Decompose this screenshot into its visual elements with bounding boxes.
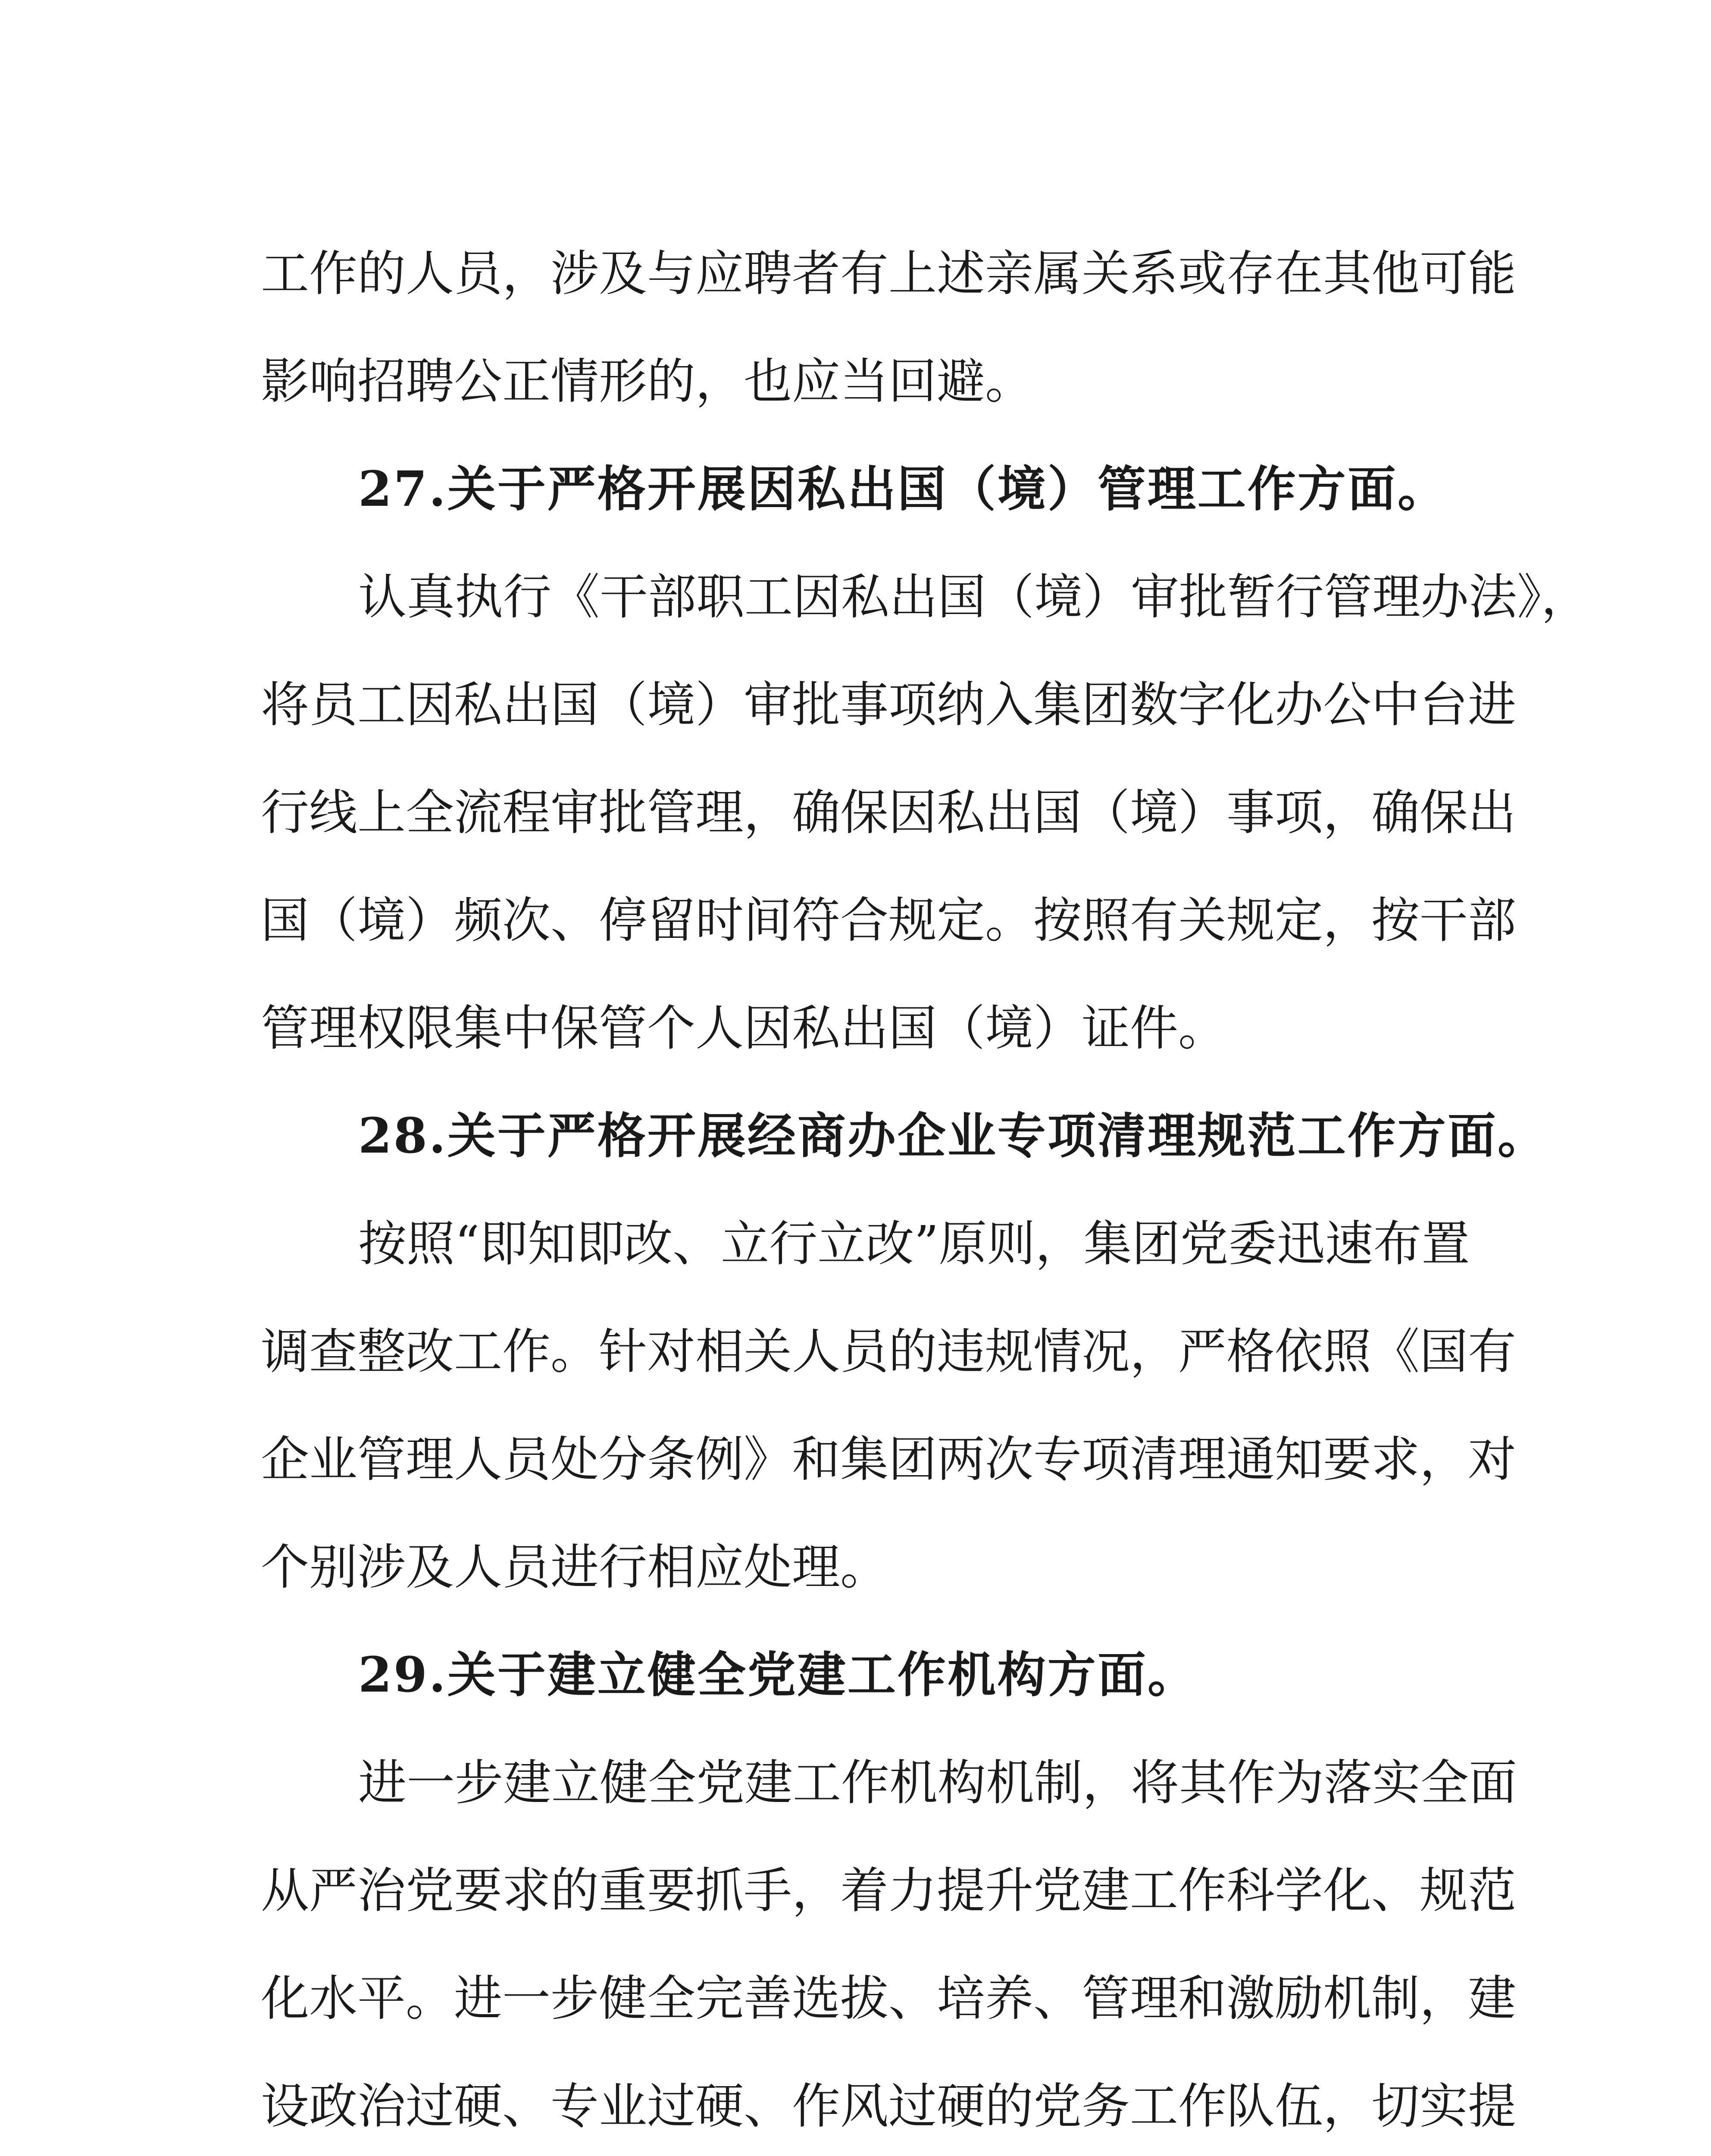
paragraph-first-line: 认真执行《干部职工因私出国（境）审批暂行管理办法》， (358, 569, 1589, 625)
document-page (261, 220, 1589, 2156)
body-text-line: 从严治党要求的重要抓手，着力提升党建工作科学化、规范 (261, 1863, 1516, 1919)
section-heading: 28.关于严格开展经商办企业专项清理规范工作方面。 (358, 1108, 1548, 1164)
paragraph-last-line: 管理权限集中保管个人因私出国（境）证件。 (261, 1000, 1226, 1056)
paragraph-first-line: 按照“即知即改、立行立改”原则，集团党委迅速布置 (358, 1216, 1470, 1272)
paragraph-first-line: 进一步建立健全党建工作机构机制，将其作为落实全面 (358, 1755, 1517, 1811)
body-text-line: 化水平。进一步健全完善选拔、培养、管理和激励机制，建 (261, 1971, 1516, 2027)
body-text-line: 行线上全流程审批管理，确保因私出国（境）事项，确保出 (261, 785, 1516, 841)
paragraph-last-line: 个别涉及人员进行相应处理。 (261, 1539, 888, 1595)
body-text-line: 将员工因私出国（境）审批事项纳入集团数字化办公中台进 (261, 677, 1516, 733)
body-text-line: 调查整改工作。针对相关人员的违规情况，严格依照《国有 (261, 1324, 1516, 1380)
paragraph-last-line: 影响招聘公正情形的，也应当回避。 (261, 354, 1033, 410)
body-text-line: 企业管理人员处分条例》和集团两次专项清理通知要求，对 (261, 1432, 1516, 1488)
body-text-line: 国（境）频次、停留时间符合规定。按照有关规定，按干部 (261, 893, 1516, 949)
section-heading: 27.关于严格开展因私出国（境）管理工作方面。 (358, 461, 1448, 517)
body-text-line: 工作的人员，涉及与应聘者有上述亲属关系或存在其他可能 (261, 246, 1516, 302)
body-text-line: 设政治过硬、专业过硬、作风过硬的党务工作队伍，切实提 (261, 2078, 1516, 2134)
section-heading: 29.关于建立健全党建工作机构方面。 (358, 1647, 1198, 1703)
